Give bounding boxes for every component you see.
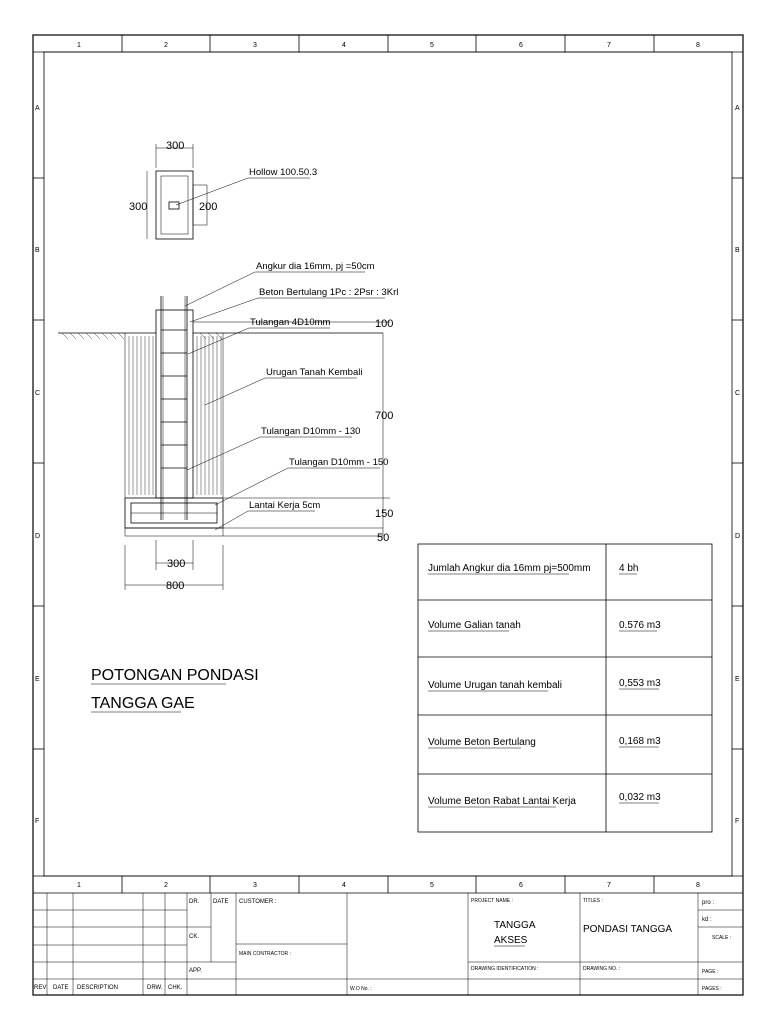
tb-titles-label: TITLES : bbox=[583, 898, 603, 904]
callout-tulangan-d10-150: Tulangan D10mm - 150 bbox=[289, 457, 389, 468]
callout-tulangan-d10-130: Tulangan D10mm - 130 bbox=[261, 426, 361, 437]
backfill-hatch bbox=[129, 336, 221, 495]
tb-date: DATE bbox=[213, 899, 229, 905]
qty-label-3: Volume Beton Bertulang bbox=[428, 737, 536, 748]
grid-row-e-left: E bbox=[35, 676, 40, 683]
grid-row-e-right: E bbox=[735, 676, 740, 683]
plan-dim-right: 200 bbox=[199, 201, 218, 213]
grid-row-b-left: B bbox=[35, 247, 40, 254]
top-grid-bar bbox=[33, 35, 743, 52]
plan-dim-top: 300 bbox=[166, 140, 185, 152]
plan-dim-left: 300 bbox=[129, 201, 148, 213]
qty-label-0: Jumlah Angkur dia 16mm pj=500mm bbox=[428, 563, 591, 574]
tb-drawing-no: DRAWING NO. : bbox=[583, 966, 621, 972]
hdim-800: 800 bbox=[166, 580, 185, 592]
callout-urugan: Urugan Tanah Kembali bbox=[266, 367, 363, 378]
grid-row-a-right: A bbox=[735, 105, 740, 112]
grid-col-2-bottom: 2 bbox=[164, 882, 168, 889]
qty-label-2: Volume Urugan tanah kembali bbox=[428, 680, 562, 691]
grid-col-5-top: 5 bbox=[430, 42, 434, 49]
tb-drw: DRW. bbox=[147, 985, 163, 991]
qty-value-3: 0,168 m3 bbox=[619, 736, 661, 747]
tb-page: PAGE : bbox=[702, 969, 719, 975]
vdim-700: 700 bbox=[375, 410, 394, 422]
plan-outline bbox=[156, 171, 193, 239]
qty-label-4: Volume Beton Rabat Lantai Kerja bbox=[428, 796, 576, 807]
tb-date2: DATE bbox=[53, 985, 69, 991]
title-block bbox=[33, 893, 743, 995]
vdim-150: 150 bbox=[375, 508, 394, 520]
grid-col-8-top: 8 bbox=[696, 42, 700, 49]
hollow-section bbox=[169, 202, 179, 209]
plan-callout-hollow: Hollow 100.50.3 bbox=[249, 167, 318, 178]
callout-lantai-kerja: Lantai Kerja 5cm bbox=[249, 500, 321, 511]
drawing-title-line1: POTONGAN PONDASI bbox=[91, 667, 259, 684]
tb-project-name-line1: TANGGA bbox=[494, 920, 536, 931]
tb-dr: DR. bbox=[189, 899, 200, 905]
grid-col-6-bottom: 6 bbox=[519, 882, 523, 889]
tb-ck: CK. bbox=[189, 934, 200, 940]
callout-angkur: Angkur dia 16mm, pj =50cm bbox=[256, 261, 375, 272]
qty-label-1: Volume Galian tanah bbox=[428, 620, 521, 631]
qty-value-1: 0.576 m3 bbox=[619, 620, 661, 631]
tb-project-name-line2: AKSES bbox=[494, 935, 528, 946]
grid-col-7-top: 7 bbox=[607, 42, 611, 49]
callout-beton-bertulang: Beton Bertulang 1Pc : 2Psr : 3Krl bbox=[259, 287, 399, 298]
tb-project-name-label: PROJECT NAME : bbox=[471, 898, 513, 904]
grid-col-4-top: 4 bbox=[342, 42, 346, 49]
grid-row-b-right: B bbox=[735, 247, 740, 254]
grid-row-d-left: D bbox=[35, 533, 41, 540]
vdim-50: 50 bbox=[377, 532, 390, 544]
hdim-300: 300 bbox=[167, 558, 186, 570]
grid-row-f-right: F bbox=[735, 818, 740, 825]
tb-wo-no: W.O No. : bbox=[350, 986, 372, 992]
side-grid-right bbox=[732, 105, 743, 825]
grid-row-a-left: A bbox=[35, 105, 40, 112]
grid-row-c-right: C bbox=[735, 390, 741, 397]
grid-row-d-right: D bbox=[735, 533, 741, 540]
tb-customer: CUSTOMER : bbox=[239, 899, 277, 905]
tb-main-contractor: MAIN CONTRACTOR : bbox=[239, 951, 291, 957]
grid-col-6-top: 6 bbox=[519, 42, 523, 49]
tb-description: DESCRIPTION bbox=[77, 985, 119, 991]
grid-row-f-left: F bbox=[35, 818, 40, 825]
tb-chk: CHK. bbox=[168, 985, 183, 991]
stirrups bbox=[161, 330, 187, 468]
tb-pages: PAGES : bbox=[702, 986, 722, 992]
quantity-table bbox=[418, 544, 712, 832]
tb-pro: pro : bbox=[702, 900, 715, 906]
side-grid-left bbox=[33, 105, 44, 825]
drawing-title bbox=[91, 667, 259, 712]
tb-rev: REV bbox=[34, 985, 47, 991]
tb-app: APP. bbox=[189, 968, 202, 974]
grid-col-1-bottom: 1 bbox=[77, 882, 81, 889]
qty-value-4: 0,032 m3 bbox=[619, 792, 661, 803]
vdim-100: 100 bbox=[375, 318, 394, 330]
grid-col-8-bottom: 8 bbox=[696, 882, 700, 889]
qty-value-2: 0,553 m3 bbox=[619, 678, 661, 689]
tb-drawing-identification: DRAWING IDENTIFICATION : bbox=[471, 966, 539, 972]
section-view bbox=[58, 261, 398, 592]
grid-col-7-bottom: 7 bbox=[607, 882, 611, 889]
tb-titles-value: PONDASI TANGGA bbox=[583, 924, 673, 935]
grid-row-c-left: C bbox=[35, 390, 41, 397]
plan-detail bbox=[129, 140, 317, 239]
grid-col-3-bottom: 3 bbox=[253, 882, 257, 889]
grid-col-4-bottom: 4 bbox=[342, 882, 346, 889]
grid-col-5-bottom: 5 bbox=[430, 882, 434, 889]
grid-col-2-top: 2 bbox=[164, 42, 168, 49]
grid-col-1-top: 1 bbox=[77, 42, 81, 49]
tb-kd: kd : bbox=[702, 917, 712, 923]
tb-scale: SCALE : bbox=[712, 935, 732, 941]
drawing-title-line2: TANGGA GAE bbox=[91, 695, 195, 712]
qty-value-0: 4 bh bbox=[619, 563, 639, 574]
lean-concrete bbox=[125, 528, 223, 536]
bottom-grid-bar bbox=[33, 876, 743, 893]
grid-col-3-top: 3 bbox=[253, 42, 257, 49]
callout-tulangan-4d10: Tulangan 4D10mm bbox=[250, 317, 331, 328]
